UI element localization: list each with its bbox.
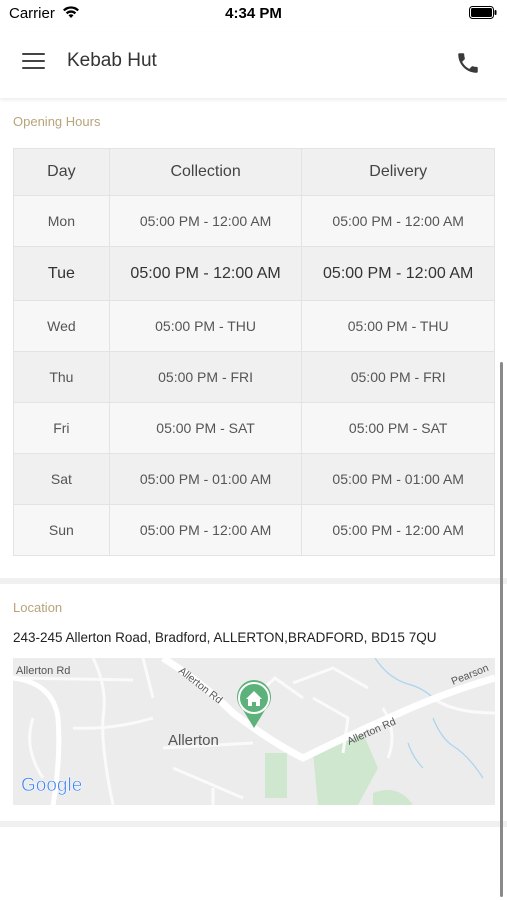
day-cell: Fri xyxy=(14,403,110,454)
location-label: Location xyxy=(13,600,63,615)
collection-hours-cell: 05:00 PM - 01:00 AM xyxy=(109,454,302,505)
delivery-hours-cell: 05:00 PM - 01:00 AM xyxy=(302,454,495,505)
collection-hours-cell: 05:00 PM - 12:00 AM xyxy=(109,247,302,301)
column-header-delivery: Delivery xyxy=(302,149,495,196)
map-label-allerton-rd: Allerton Rd xyxy=(176,664,225,707)
hamburger-menu-icon[interactable] xyxy=(22,53,46,71)
day-cell: Sun xyxy=(14,505,110,556)
app-header xyxy=(0,28,507,98)
park-area xyxy=(265,753,287,798)
section-divider xyxy=(0,578,507,584)
delivery-hours-cell: 05:00 PM - 12:00 AM xyxy=(302,247,495,301)
status-bar xyxy=(0,0,507,28)
day-cell: Sat xyxy=(14,454,110,505)
table-row xyxy=(14,301,495,352)
table-row xyxy=(14,403,495,454)
day-cell: Mon xyxy=(14,196,110,247)
collection-hours-cell: 05:00 PM - SAT xyxy=(109,403,302,454)
table-row xyxy=(14,505,495,556)
table-row-today xyxy=(14,247,495,301)
google-attribution: Google xyxy=(21,775,83,796)
map-label-town: Allerton xyxy=(168,732,219,749)
column-header-collection: Collection xyxy=(109,149,302,196)
section-divider xyxy=(0,821,507,827)
table-row xyxy=(14,352,495,403)
collection-hours-cell: 05:00 PM - THU xyxy=(109,301,302,352)
table-header-row xyxy=(14,149,495,196)
map-graphic xyxy=(13,658,495,805)
battery-icon xyxy=(469,6,497,19)
day-cell: Wed xyxy=(14,301,110,352)
map-label-pearson: Pearson xyxy=(449,662,491,688)
delivery-hours-cell: 05:00 PM - 12:00 AM xyxy=(302,505,495,556)
phone-icon[interactable] xyxy=(455,50,481,76)
column-header-day: Day xyxy=(14,149,110,196)
delivery-hours-cell: 05:00 PM - 12:00 AM xyxy=(302,196,495,247)
table-row xyxy=(14,196,495,247)
delivery-hours-cell: 05:00 PM - THU xyxy=(302,301,495,352)
collection-hours-cell: 05:00 PM - 12:00 AM xyxy=(109,196,302,247)
delivery-hours-cell: 05:00 PM - SAT xyxy=(302,403,495,454)
day-cell: Thu xyxy=(14,352,110,403)
day-cell: Tue xyxy=(14,247,110,301)
collection-hours-cell: 05:00 PM - FRI xyxy=(109,352,302,403)
opening-hours-label: Opening Hours xyxy=(13,114,101,129)
table-row xyxy=(14,454,495,505)
clock: 4:34 PM xyxy=(225,5,282,22)
delivery-hours-cell: 05:00 PM - FRI xyxy=(302,352,495,403)
map-label-allerton-rd: Allerton Rd xyxy=(16,665,71,677)
location-map[interactable] xyxy=(13,658,495,805)
scrollbar[interactable] xyxy=(500,362,503,897)
carrier-label: Carrier xyxy=(9,5,55,22)
map-label-allerton-rd: Allerton Rd xyxy=(345,715,398,748)
opening-hours-table xyxy=(13,148,495,556)
page-title: Kebab Hut xyxy=(67,50,157,71)
collection-hours-cell: 05:00 PM - 12:00 AM xyxy=(109,505,302,556)
address-text: 243-245 Allerton Road, Bradford, ALLERTON,BRADFORD, BD15 7QU xyxy=(13,630,437,645)
